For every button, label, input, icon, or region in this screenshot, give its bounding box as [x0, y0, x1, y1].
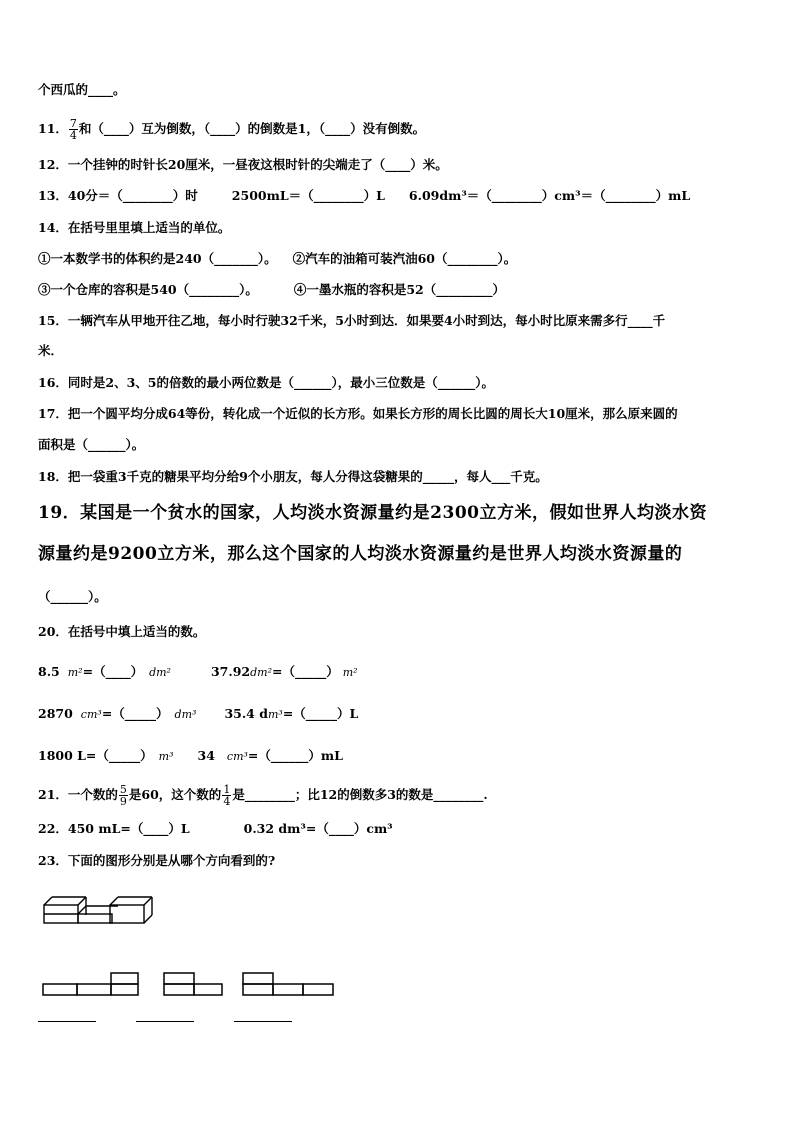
q10-tail: 个西瓜的____。	[38, 82, 126, 97]
question-15-line1: 15．一辆汽车从甲地开往乙地，每小时行驶32千米，5小时到达．如果要4小时到达，每小时比原来需多行____千	[38, 313, 666, 328]
question-15-line2: 米．	[38, 343, 64, 358]
question-20-row3: 1800 L=（_____） m³ 34 cm³=（______）mL	[38, 748, 343, 763]
question-14-row1: ①一本数学书的体积约是240（_______）。 ②汽车的油箱可装汽油60（________）。	[38, 251, 517, 266]
unit-cm3: cm³	[226, 750, 248, 763]
unit-dm3: dm³	[174, 708, 197, 721]
unit-dm2: dm²	[149, 666, 171, 679]
question-20-row1: 8.5 m²=（____） dm² 37.92dm²=（_____） m²	[38, 664, 358, 679]
view-figure-1	[40, 970, 142, 998]
question-13: 13．40分＝（________）时 2500mL＝（________）L 6.09dm³＝（________）cm³＝（________）mL	[38, 188, 691, 203]
question-19-line2: 源量约是9200立方米，那么这个国家的人均淡水资源量约是世界人均淡水资源量的	[38, 544, 683, 564]
question-11: 11． $\frac{7}{4}$ 和（____）互为倒数，（____）的倒数是1，（____）没有倒数。	[38, 117, 426, 142]
question-23: 23．下面的图形分别是从哪个方向看到的?	[38, 853, 276, 868]
answer-line-1[interactable]	[38, 1021, 96, 1022]
unit-m2: m²	[67, 666, 83, 679]
question-18: 18．把一袋重3千克的糖果平均分给9个小朋友，每人分得这袋糖果的_____，每人___千克。	[38, 469, 548, 484]
question-19-line3: （______）。	[38, 589, 107, 604]
question-14: 14．在括号里里填上适当的单位。	[38, 220, 231, 235]
answer-line-2[interactable]	[136, 1021, 194, 1022]
question-14-row2: ③一个仓库的容积是540（________）。 ④一墨水瓶的容积是52（_________）	[38, 282, 505, 297]
fraction-5-9: $\frac{5}{9}$	[119, 783, 127, 808]
question-12: 12．一个挂钟的时针长20厘米，一昼夜这根时针的尖端走了（____）米。	[38, 157, 448, 172]
unit-m2: m²	[342, 666, 358, 679]
question-20-row2: 2870 cm³=（_____） dm³ 35.4 dm³=（_____）L	[38, 706, 359, 721]
fraction-1-4: $\frac{1}{4}$	[223, 783, 231, 808]
question-16: 16．同时是2、3、5的倍数的最小两位数是（______），最小三位数是（______）。	[38, 375, 494, 390]
view-figure-3	[240, 970, 336, 998]
unit-cm3: cm³	[80, 708, 102, 721]
question-21: 21．一个数的 $\frac{5}{9}$ 是60，这个数的 $\frac{1}{4}$ 是________；比12的倒数多3的数是________.	[38, 783, 488, 808]
unit-m3: m³	[158, 750, 174, 763]
answer-line-3[interactable]	[234, 1021, 292, 1022]
unit-dm2: dm²	[250, 666, 273, 679]
view-figure-2	[161, 970, 225, 998]
question-20: 20．在括号中填上适当的数。	[38, 624, 206, 639]
question-22: 22．450 mL=（____）L 0.32 dm³=（____）cm³	[38, 821, 393, 836]
question-19-line1: 19．某国是一个贫水的国家，人均淡水资源量约是2300立方米，假如世界人均淡水资	[38, 503, 707, 523]
unit-m3: m³	[267, 708, 283, 721]
fraction-7-4: $\frac{7}{4}$	[69, 117, 77, 142]
block-3d-figure	[38, 893, 158, 927]
question-17-line1: 17．把一个圆平均分成64等份，转化成一个近似的长方形。如果长方形的周长比圆的周长大10厘米，那么原来圆的	[38, 406, 678, 421]
question-17-line2: 面积是（______）。	[38, 437, 145, 452]
